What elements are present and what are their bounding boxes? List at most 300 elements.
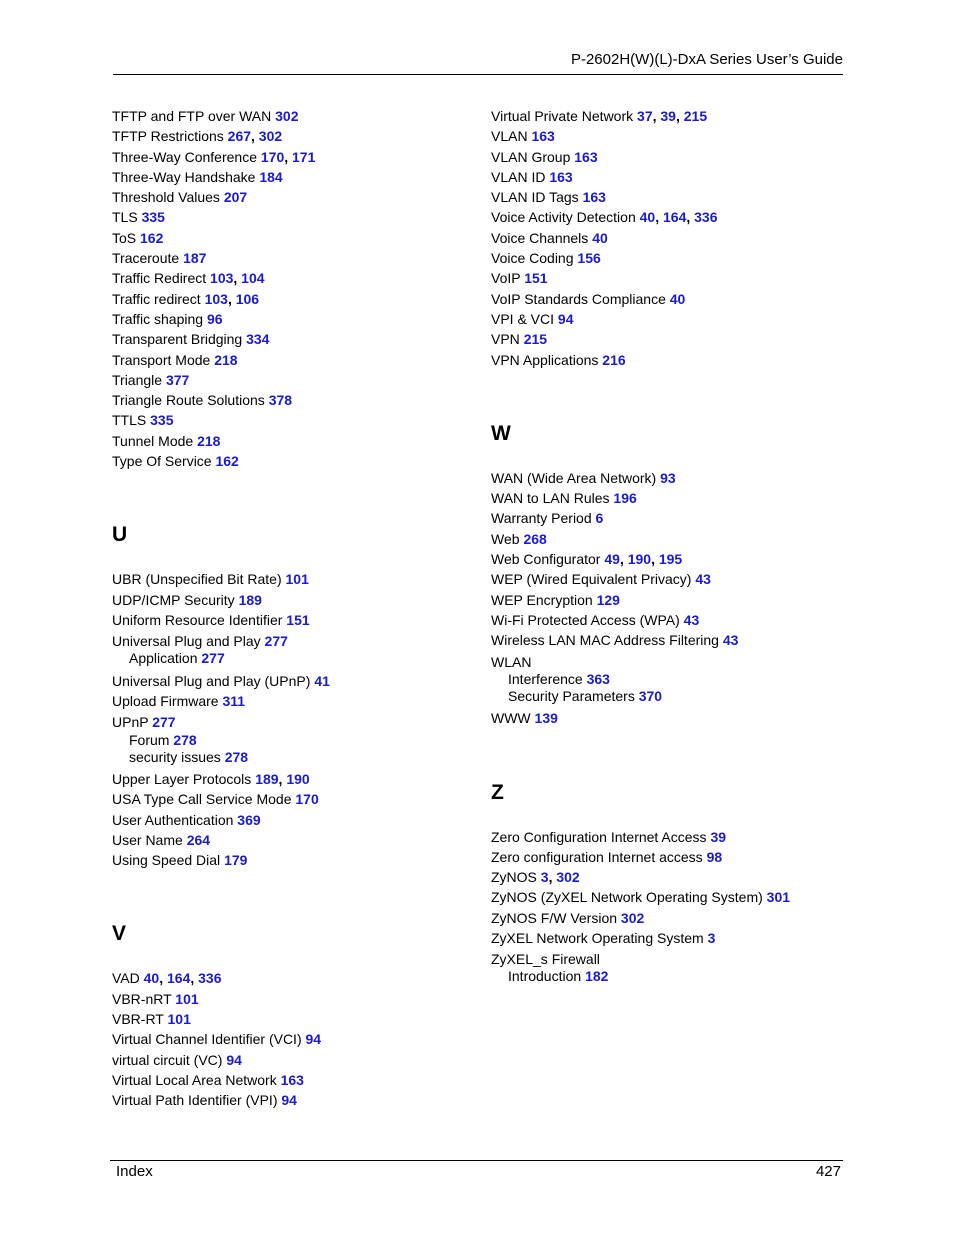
page-references bbox=[281, 1092, 297, 1108]
index-term: WEP Encryption bbox=[491, 591, 593, 608]
index-term: Upper Layer Protocols bbox=[112, 770, 252, 787]
page-link[interactable]: 187 bbox=[183, 250, 207, 267]
index-term: TFTP Restrictions bbox=[112, 128, 224, 145]
page-link[interactable]: 171 bbox=[292, 148, 316, 165]
page-references bbox=[197, 433, 220, 449]
index-term: Warranty Period bbox=[491, 510, 592, 527]
page-references: 267, 302 bbox=[227, 128, 283, 145]
page-references bbox=[670, 291, 686, 307]
page-link[interactable]: 268 bbox=[523, 530, 547, 547]
index-term: VPN Applications bbox=[491, 351, 599, 368]
page-link[interactable]: 156 bbox=[577, 250, 601, 267]
page-references bbox=[531, 128, 554, 144]
index-entry bbox=[112, 714, 472, 731]
index-term: Uniform Resource Identifier bbox=[112, 611, 283, 628]
index-entry bbox=[491, 708, 851, 728]
index-entry bbox=[112, 228, 472, 248]
page-references bbox=[723, 632, 739, 648]
page-link[interactable]: 170 bbox=[260, 148, 285, 165]
page-references: 40, 164, 336 bbox=[639, 209, 718, 226]
page-references bbox=[269, 392, 292, 408]
page-references bbox=[577, 250, 600, 266]
index-subentry bbox=[491, 688, 851, 708]
page-references bbox=[597, 592, 620, 608]
page-references: 37, 39, 215 bbox=[637, 108, 708, 124]
index-term: User Authentication bbox=[112, 811, 234, 828]
index-term: TFTP and FTP over WAN bbox=[112, 108, 272, 124]
index-entry bbox=[112, 451, 472, 471]
page-link[interactable]: 101 bbox=[285, 571, 309, 588]
page-link[interactable]: 302 bbox=[620, 909, 645, 926]
index-term: VPN bbox=[491, 331, 520, 348]
index-entry bbox=[491, 827, 851, 847]
page-link[interactable]: 43 bbox=[695, 571, 711, 588]
index-term: Universal Plug and Play (UPnP) bbox=[112, 672, 311, 689]
page-references bbox=[246, 331, 269, 347]
index-subentry bbox=[112, 650, 472, 670]
page-link[interactable]: 49 bbox=[604, 551, 620, 568]
index-entry bbox=[112, 1009, 472, 1029]
page-link[interactable]: 163 bbox=[280, 1071, 304, 1088]
document-title: P-2602H(W)(L)-DxA Series User’s Guide bbox=[570, 51, 843, 68]
index-term: UBR (Unspecified Bit Rate) bbox=[112, 571, 282, 588]
page-link[interactable]: 37 bbox=[637, 108, 653, 124]
index-term: ZyNOS (ZyXEL Network Operating System) bbox=[491, 889, 763, 906]
page-references bbox=[587, 671, 610, 687]
page-link[interactable]: 103 bbox=[210, 270, 234, 287]
page-footer bbox=[110, 1160, 843, 1180]
page-references bbox=[314, 673, 330, 689]
page-link[interactable]: 179 bbox=[224, 852, 248, 869]
page-references bbox=[660, 470, 676, 486]
index-entry bbox=[491, 630, 851, 650]
index-term: Web Configurator bbox=[491, 551, 601, 568]
index-term: VLAN bbox=[491, 128, 528, 145]
page-references bbox=[613, 490, 636, 506]
page-link[interactable]: 104 bbox=[241, 270, 265, 287]
page-references: 103, 104 bbox=[210, 270, 265, 287]
index-term: Traffic shaping bbox=[112, 310, 204, 327]
index-entry bbox=[112, 248, 472, 268]
index-entry bbox=[491, 847, 851, 867]
index-entry bbox=[112, 830, 472, 850]
page-link[interactable]: 6 bbox=[595, 510, 604, 527]
index-term: WWW bbox=[491, 710, 531, 727]
index-term: VoIP bbox=[491, 270, 521, 287]
page-link[interactable]: 98 bbox=[706, 848, 723, 865]
index-entry bbox=[112, 106, 472, 126]
index-entry bbox=[491, 908, 851, 928]
page-references bbox=[549, 169, 572, 185]
page-link[interactable]: 163 bbox=[531, 128, 555, 145]
page-link[interactable]: 182 bbox=[585, 968, 609, 985]
page-link[interactable]: 363 bbox=[586, 670, 610, 687]
page-link[interactable]: 215 bbox=[683, 108, 708, 124]
index-entry bbox=[491, 508, 851, 528]
page-link[interactable]: 277 bbox=[264, 633, 288, 650]
index-entry bbox=[112, 850, 472, 870]
page-references: 170, 171 bbox=[260, 148, 316, 165]
page-link[interactable]: 218 bbox=[214, 351, 238, 368]
page-references: 103, 106 bbox=[204, 290, 260, 307]
page-references bbox=[574, 149, 597, 165]
page-references bbox=[224, 852, 247, 868]
page-references bbox=[306, 1031, 322, 1047]
page-link[interactable]: 162 bbox=[140, 229, 164, 246]
page-link[interactable]: 369 bbox=[237, 811, 261, 828]
page-link[interactable]: 96 bbox=[206, 310, 223, 327]
page-references bbox=[225, 749, 248, 765]
index-term: UPnP bbox=[112, 714, 149, 731]
index-entry bbox=[112, 431, 472, 451]
page-references bbox=[621, 910, 644, 926]
index-term: WLAN bbox=[491, 653, 532, 670]
page-references bbox=[684, 612, 700, 628]
page-references bbox=[175, 991, 198, 1007]
index-term: VAD bbox=[112, 970, 140, 987]
index-term: Triangle Route Solutions bbox=[112, 392, 265, 409]
index-entry bbox=[491, 569, 851, 589]
page-link[interactable]: 3 bbox=[540, 869, 549, 886]
index-entry bbox=[491, 147, 851, 167]
page-references bbox=[237, 812, 260, 828]
index-entry bbox=[112, 390, 472, 410]
index-entry bbox=[112, 126, 472, 146]
page-references bbox=[558, 311, 574, 327]
page-references bbox=[222, 693, 245, 709]
page-references bbox=[187, 832, 210, 848]
index-entry bbox=[491, 529, 851, 549]
index-entry bbox=[491, 350, 851, 370]
index-term: Virtual Private Network bbox=[491, 108, 634, 124]
page-references bbox=[173, 732, 196, 748]
index-term: Voice Activity Detection bbox=[491, 209, 636, 226]
page-link[interactable]: 215 bbox=[523, 331, 548, 348]
page-link[interactable]: 94 bbox=[226, 1051, 242, 1068]
index-entry bbox=[491, 867, 851, 887]
page-references bbox=[535, 710, 558, 726]
page-link[interactable]: 377 bbox=[165, 371, 190, 388]
page-link[interactable]: 277 bbox=[152, 714, 176, 731]
index-entry bbox=[491, 167, 851, 187]
index-subterm: Security Parameters bbox=[508, 687, 635, 704]
index-column-right bbox=[491, 106, 851, 989]
page-link[interactable]: 43 bbox=[683, 611, 700, 628]
page-link[interactable]: 334 bbox=[246, 331, 270, 348]
index-entry bbox=[491, 268, 851, 288]
index-entry bbox=[491, 928, 851, 948]
page-link[interactable]: 302 bbox=[556, 869, 580, 886]
index-entry bbox=[491, 106, 851, 126]
page-references bbox=[168, 1011, 191, 1027]
index-entry bbox=[491, 289, 851, 309]
page-references bbox=[150, 412, 173, 428]
index-entry bbox=[491, 309, 851, 329]
page-link[interactable]: 189 bbox=[255, 770, 279, 787]
page-references: 40, 164, 336 bbox=[143, 970, 222, 987]
page-references bbox=[275, 108, 298, 124]
index-subterm: security issues bbox=[129, 748, 221, 765]
page-references bbox=[281, 1072, 304, 1088]
index-entry bbox=[112, 410, 472, 430]
page-link[interactable]: 101 bbox=[175, 990, 199, 1007]
page-references bbox=[207, 311, 223, 327]
page-header bbox=[113, 50, 843, 75]
page-link[interactable]: 184 bbox=[259, 168, 283, 185]
page-link[interactable]: 43 bbox=[722, 632, 739, 649]
page-references bbox=[226, 1052, 242, 1068]
index-term: Wi-Fi Protected Access (WPA) bbox=[491, 611, 680, 628]
page-link[interactable]: 301 bbox=[766, 889, 791, 906]
page-references bbox=[585, 968, 608, 984]
page-link[interactable]: 264 bbox=[186, 831, 211, 848]
index-term: Traffic redirect bbox=[112, 290, 201, 307]
index-term: User Name bbox=[112, 831, 183, 848]
page-references bbox=[286, 612, 309, 628]
index-subterm: Forum bbox=[129, 731, 170, 748]
index-subentry bbox=[491, 968, 851, 988]
page-link[interactable]: 195 bbox=[658, 551, 683, 568]
page-link[interactable]: 94 bbox=[557, 310, 574, 327]
page-references bbox=[239, 592, 262, 608]
index-entry bbox=[491, 951, 851, 968]
page-references bbox=[639, 688, 662, 704]
page-references bbox=[183, 250, 206, 266]
index-entry bbox=[112, 590, 472, 610]
page-link[interactable]: 103 bbox=[204, 290, 228, 307]
page-references bbox=[596, 510, 604, 526]
page-link[interactable]: 40 bbox=[143, 970, 160, 987]
page-references bbox=[166, 372, 189, 388]
index-entry bbox=[491, 590, 851, 610]
page-link[interactable]: 164 bbox=[663, 209, 687, 226]
page-number: 427 bbox=[815, 1163, 841, 1180]
page-references bbox=[214, 352, 237, 368]
index-term: Tunnel Mode bbox=[112, 432, 194, 449]
index-entry bbox=[112, 167, 472, 187]
index-term: Traceroute bbox=[112, 250, 180, 267]
index-term: VBR-RT bbox=[112, 1011, 164, 1028]
index-entry bbox=[491, 329, 851, 349]
index-letter-heading: V bbox=[112, 922, 127, 946]
page-references bbox=[286, 571, 309, 587]
index-entry bbox=[112, 289, 472, 309]
page-references: 189, 190 bbox=[255, 770, 310, 787]
page-link[interactable]: 94 bbox=[305, 1031, 322, 1048]
page-link[interactable]: 216 bbox=[602, 351, 626, 368]
index-subterm: Interference bbox=[508, 670, 583, 687]
index-entry bbox=[112, 268, 472, 288]
page-link[interactable]: 196 bbox=[613, 490, 637, 507]
index-entry bbox=[112, 187, 472, 207]
page-references bbox=[602, 352, 625, 368]
page-link[interactable]: 207 bbox=[223, 189, 248, 206]
page-references bbox=[707, 849, 723, 865]
page-references bbox=[140, 230, 163, 246]
index-entry bbox=[112, 309, 472, 329]
page-link[interactable]: 139 bbox=[534, 710, 558, 727]
page-references bbox=[695, 571, 711, 587]
page-link[interactable]: 267 bbox=[227, 128, 252, 145]
index-term: Transport Mode bbox=[112, 351, 211, 368]
page-link[interactable]: 93 bbox=[660, 469, 676, 486]
index-entry bbox=[491, 248, 851, 268]
index-subentry bbox=[112, 749, 472, 769]
page-references bbox=[523, 531, 546, 547]
page-link[interactable]: 40 bbox=[592, 229, 608, 246]
index-term: Voice Coding bbox=[491, 250, 574, 267]
index-term: ToS bbox=[112, 229, 137, 246]
page-references bbox=[767, 889, 790, 905]
index-term: Web bbox=[491, 530, 520, 547]
page-link[interactable]: 129 bbox=[596, 591, 620, 608]
index-term: ZyXEL_s Firewall bbox=[491, 951, 600, 968]
page-references: 49, 190, 195 bbox=[604, 551, 683, 568]
page-link[interactable]: 370 bbox=[638, 687, 663, 704]
index-entry bbox=[491, 187, 851, 207]
page-link[interactable]: 163 bbox=[549, 168, 573, 185]
page-link[interactable]: 335 bbox=[150, 412, 174, 429]
page-link[interactable]: 378 bbox=[268, 392, 293, 409]
index-term: Three-Way Conference bbox=[112, 148, 257, 165]
index-term: Universal Plug and Play bbox=[112, 633, 261, 650]
index-entry bbox=[491, 126, 851, 146]
page-link[interactable]: 311 bbox=[222, 693, 246, 710]
index-entry bbox=[112, 789, 472, 809]
index-subentry bbox=[491, 671, 851, 688]
page-link[interactable]: 189 bbox=[238, 591, 262, 608]
page-references bbox=[201, 650, 224, 666]
page-references bbox=[265, 633, 288, 649]
page-link[interactable]: 39 bbox=[710, 828, 727, 845]
index-term: Wireless LAN MAC Address Filtering bbox=[491, 632, 719, 649]
page-link[interactable]: 190 bbox=[627, 551, 652, 568]
page-references bbox=[152, 714, 175, 730]
page-references bbox=[583, 189, 606, 205]
page-link[interactable]: 40 bbox=[639, 209, 656, 226]
index-term: virtual circuit (VC) bbox=[112, 1051, 223, 1068]
index-entry bbox=[491, 887, 851, 907]
page-link[interactable]: 39 bbox=[660, 108, 676, 124]
index-entry bbox=[112, 147, 472, 167]
index-term: VBR-nRT bbox=[112, 990, 172, 1007]
page-references bbox=[524, 331, 547, 347]
index-term: WAN to LAN Rules bbox=[491, 490, 610, 507]
page-link[interactable]: 190 bbox=[286, 770, 310, 787]
index-term: VLAN ID bbox=[491, 168, 546, 185]
index-term: WEP (Wired Equivalent Privacy) bbox=[491, 571, 692, 588]
page-link[interactable]: 164 bbox=[167, 970, 191, 987]
page-link[interactable]: 170 bbox=[295, 791, 319, 808]
index-entry bbox=[112, 1070, 472, 1090]
page-link[interactable]: 40 bbox=[669, 290, 686, 307]
page-link[interactable]: 106 bbox=[235, 290, 260, 307]
section-spacer bbox=[112, 870, 472, 922]
index-term: Upload Firmware bbox=[112, 693, 219, 710]
index-entry bbox=[112, 810, 472, 830]
index-entry bbox=[112, 989, 472, 1009]
index-term: TLS bbox=[112, 209, 138, 226]
index-letter-heading: W bbox=[491, 421, 511, 445]
page-references bbox=[592, 230, 608, 246]
page-references bbox=[524, 270, 547, 286]
index-entry bbox=[112, 207, 472, 227]
index-term: Three-Way Handshake bbox=[112, 168, 256, 185]
page-link[interactable]: 277 bbox=[201, 650, 225, 667]
page-references bbox=[215, 453, 238, 469]
footer-section-name: Index bbox=[116, 1163, 153, 1180]
page-references: 3, 302 bbox=[540, 869, 580, 886]
index-entry bbox=[112, 610, 472, 630]
index-entry bbox=[491, 207, 851, 227]
index-term: Zero configuration Internet access bbox=[491, 848, 703, 865]
page-link[interactable]: 278 bbox=[173, 731, 197, 748]
page-link[interactable]: 163 bbox=[574, 148, 598, 165]
page-link[interactable]: 302 bbox=[258, 128, 283, 145]
index-entry bbox=[112, 1029, 472, 1049]
index-entry bbox=[112, 633, 472, 650]
index-entry bbox=[112, 968, 472, 988]
page-link[interactable]: 41 bbox=[314, 672, 330, 689]
page-references bbox=[295, 791, 318, 807]
index-entry bbox=[112, 1090, 472, 1110]
page-references bbox=[259, 169, 282, 185]
page-references bbox=[142, 209, 165, 225]
page-link[interactable]: 336 bbox=[198, 970, 222, 987]
index-term: Virtual Local Area Network bbox=[112, 1071, 277, 1088]
page-link[interactable]: 163 bbox=[582, 189, 606, 206]
index-letter-heading: Z bbox=[491, 780, 504, 804]
index-term: Traffic Redirect bbox=[112, 270, 207, 287]
index-column-left bbox=[112, 106, 472, 1111]
page-link[interactable]: 336 bbox=[694, 209, 718, 226]
index-term: Virtual Channel Identifier (VCI) bbox=[112, 1031, 302, 1048]
page-link[interactable]: 335 bbox=[141, 209, 165, 226]
index-entry bbox=[112, 769, 472, 789]
index-entry bbox=[112, 329, 472, 349]
index-entry bbox=[491, 610, 851, 630]
page-link[interactable]: 278 bbox=[224, 748, 249, 765]
page-link[interactable]: 162 bbox=[215, 453, 239, 470]
page-link[interactable]: 101 bbox=[167, 1011, 191, 1028]
page-link[interactable]: 94 bbox=[281, 1092, 297, 1109]
index-term: Transparent Bridging bbox=[112, 331, 243, 348]
index-entry bbox=[491, 654, 851, 671]
page-link[interactable]: 218 bbox=[197, 432, 221, 449]
index-term: VLAN ID Tags bbox=[491, 189, 579, 206]
index-term: Threshold Values bbox=[112, 189, 220, 206]
page-link[interactable]: 3 bbox=[707, 929, 716, 946]
page-link[interactable]: 151 bbox=[524, 270, 548, 287]
index-term: VPI & VCI bbox=[491, 310, 555, 327]
page-link[interactable]: 302 bbox=[275, 108, 299, 124]
index-entry bbox=[491, 488, 851, 508]
index-term: ZyNOS bbox=[491, 869, 537, 886]
index-letter-heading: U bbox=[112, 523, 128, 547]
index-term: UDP/ICMP Security bbox=[112, 591, 235, 608]
index-term: VLAN Group bbox=[491, 148, 571, 165]
index-entry bbox=[491, 468, 851, 488]
index-subentry bbox=[112, 732, 472, 749]
index-term: VoIP Standards Compliance bbox=[491, 290, 666, 307]
section-spacer bbox=[491, 729, 851, 781]
index-entry bbox=[112, 671, 472, 691]
section-spacer bbox=[112, 471, 472, 523]
index-term: Voice Channels bbox=[491, 229, 589, 246]
page-link[interactable]: 151 bbox=[286, 611, 310, 628]
index-term: ZyNOS F/W Version bbox=[491, 909, 618, 926]
index-term: Zero Configuration Internet Access bbox=[491, 828, 707, 845]
